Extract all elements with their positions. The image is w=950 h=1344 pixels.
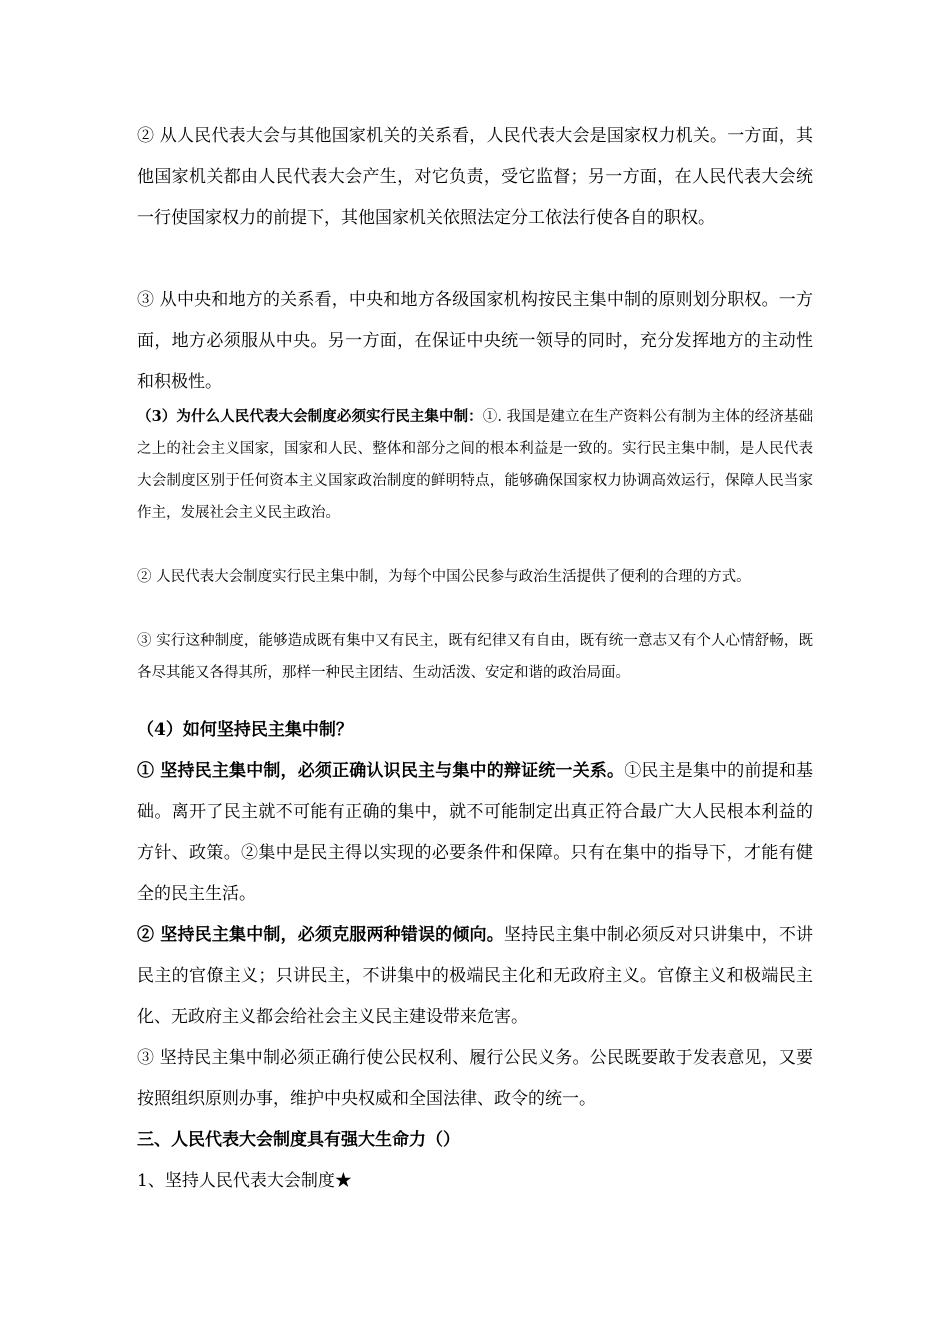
question-3-answer: ①. 我国是建立在生产资料公有制为主体的经济基础之上的社会主义国家，国家和人民、整体和部分之间的根本利益是一致的。实行民主集中制，是人民代表大会制度区别于任何资本主义国家政治制度的鲜明特点，能够确保国家权力协调高效运行，保障人民当家作主，发展社会主义民主政治。 <box>137 409 814 521</box>
paragraph-state-organs-relation: ② 从人民代表大会与其他国家机关的关系看，人民代表大会是国家权力机关。一方面，其他国家机关都由人民代表大会产生，对它负责，受它监督；另一方面，在人民代表大会统一行使国家权力的前提下，其他国家机关依照法定分工依法行使各自的职权。 <box>137 126 813 228</box>
paragraph-why-democratic-centralism <box>137 401 813 529</box>
section-3-heading: 三、人民代表大会制度具有强大生命力（） <box>137 1130 460 1150</box>
paragraph-political-situation: ③ 实行这种制度，能够造成既有集中又有民主，既有纪律又有自由，既有统一意志又有个人心情舒畅，既各尽其能又各得其所，那样一种民主团结、生动活泼、安定和谐的政治局面。 <box>137 633 813 681</box>
point-1-text: ①民主是集中的前提和基础。离开了民主就不可能有正确的集中，就不可能制定出真正符合最广大人民根本利益的方针、政策。②集中是民主得以实现的必要条件和保障。只有在集中的指导下，才能有健全的民主生活。 <box>137 761 814 904</box>
subsection-1-heading: 1、坚持人民代表大会制度★ <box>137 1171 352 1191</box>
question-3-heading: （3）为什么人民代表大会制度必须实行民主集中制： <box>137 408 483 425</box>
paragraph-citizen-rights-duties: ③ 坚持民主集中制必须正确行使公民权利、履行公民义务。公民既要敢于发表意见，又要按照组织原则办事，维护中央权威和全国法律、政令的统一。 <box>137 1048 813 1109</box>
paragraph-central-local-relation: ③ 从中央和地方的关系看，中央和地方各级国家机构按民主集中制的原则划分职权。一方面，地方必须服从中央。另一方面，在保证中央统一领导的同时，充分发挥地方的主动性和积极性。 <box>137 290 813 392</box>
paragraph-two-wrong-tendencies <box>137 915 813 1038</box>
paragraph-dialectical-unity <box>137 751 813 915</box>
point-1-bold: ① 坚持民主集中制，必须正确认识民主与集中的辩证统一关系。 <box>137 761 625 781</box>
question-4-heading: （4）如何坚持民主集中制？ <box>137 720 353 740</box>
paragraph-convenient-participation: ② 人民代表大会制度实行民主集中制，为每个中国公民参与政治生活提供了便利的合理的方式。 <box>137 569 751 585</box>
point-2-text: 坚持民主集中制必须反对只讲集中，不讲民主的官僚主义；只讲民主，不讲集中的极端民主化和无政府主义。官僚主义和极端民主化、无政府主义都会给社会主义民主建设带来危害。 <box>137 925 814 1027</box>
point-2-bold: ② 坚持民主集中制，必须克服两种错误的倾向。 <box>137 925 504 945</box>
